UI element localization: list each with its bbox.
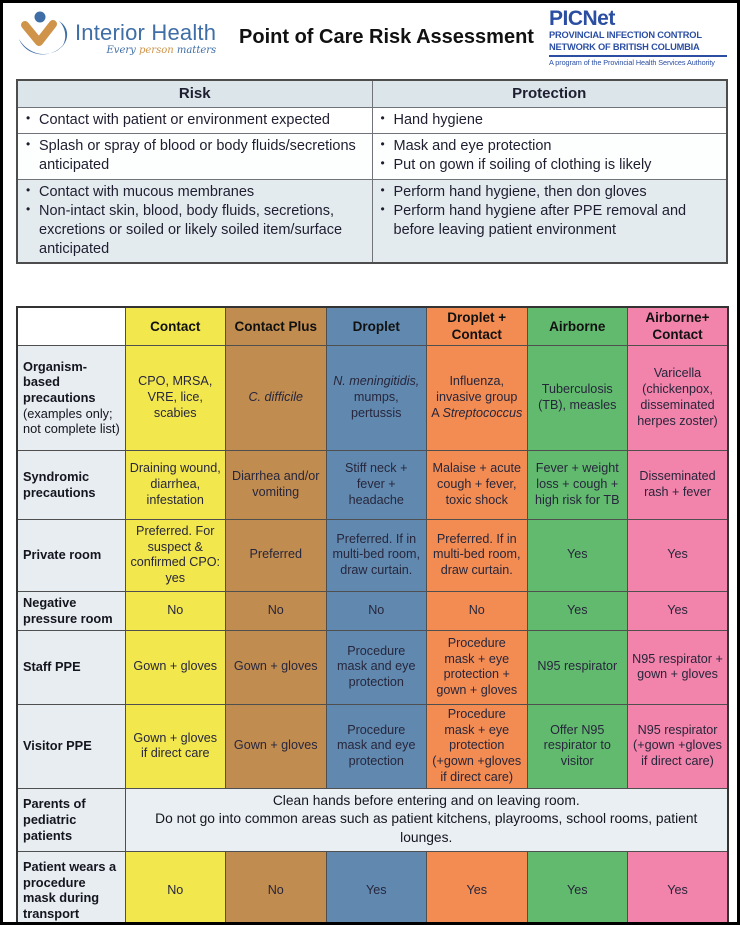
row-visitor-ppe [17,704,728,788]
cell-private-airborne-contact: Yes [628,519,729,591]
cell-private-droplet-contact: Preferred. If in multi-bed room, draw curtain. [427,519,528,591]
picnet-divider [549,55,727,57]
risk-cell [17,107,372,134]
precaution-matrix-table [16,306,729,925]
cell-transport-airborne-contact: Yes [628,851,729,925]
risk-cell [17,134,372,180]
column-header-droplet: Droplet [326,307,427,345]
cell-negative-contact-plus: No [226,591,327,630]
risk-row-splash [17,134,727,180]
row-negative-pressure [17,591,728,630]
cell-negative-droplet: No [326,591,427,630]
protection-cell [372,107,727,134]
parents-instruction-line1: Clean hands before entering and on leaving room. [272,792,580,808]
column-header-airborne-contact: Airborne+ Contact [628,307,729,345]
protection-cell [372,134,727,180]
protection-item: • Put on gown if soiling of clothing is likely [379,156,721,175]
cell-visitor-contact-plus: Gown + gloves [226,704,327,788]
cell-visitor-airborne: Offer N95 respirator to visitor [527,704,628,788]
risk-item: • Non-intact skin, blood, body fluids, secretions, excretions or soiled or likely soiled item/surface anticipated [24,202,366,259]
row-syndromic-precautions [17,450,728,519]
row-label-private-room: Private room [17,519,125,591]
risk-row-mucous [17,180,727,264]
cell-transport-airborne: Yes [527,851,628,925]
protection-item: • Perform hand hygiene, then don gloves [379,183,721,202]
cell-private-contact-plus: Preferred [226,519,327,591]
cell-organism-airborne: Tuberculosis (TB), measles [527,345,628,450]
cell-staff-airborne-contact: N95 respirator + gown + gloves [628,630,729,704]
column-header-contact-plus: Contact Plus [226,307,327,345]
column-header-airborne: Airborne [527,307,628,345]
picnet-tagline: A program of the Provincial Health Services Authority [549,57,715,67]
cell-syndromic-airborne: Fever + weight loss + cough + high risk for TB [527,450,628,519]
protection-cell [372,180,727,264]
cell-syndromic-airborne-contact: Disseminated rash + fever [628,450,729,519]
row-organism-precautions [17,345,728,450]
cell-negative-airborne: Yes [527,591,628,630]
interior-health-wordmark [75,20,216,56]
cell-visitor-contact: Gown + gloves if direct care [125,704,226,788]
row-label-visitor-ppe: Visitor PPE [17,704,125,788]
cell-visitor-droplet: Procedure mask and eye protection [326,704,427,788]
interior-health-name: Interior Health [75,19,217,45]
row-label-organism-note: (examples only; not complete list) [23,405,120,437]
row-staff-ppe [17,630,728,704]
row-label-transport-mask: Patient wears a procedure mask during transport [17,851,125,925]
column-header-droplet-contact: Droplet + Contact [427,307,528,345]
cell-private-droplet: Preferred. If in multi-bed room, draw curtain. [326,519,427,591]
picnet-logo [549,8,727,66]
picnet-wordmark: PICNet [549,7,615,31]
protection-item: • Hand hygiene [379,111,721,130]
cell-visitor-airborne-contact: N95 respirator (+gown +gloves if direct care) [628,704,729,788]
parents-instruction-line2: Do not go into common areas such as patient kitchens, playrooms, school rooms, patient lounges. [155,811,698,846]
cell-transport-droplet-contact: Yes [427,851,528,925]
risk-item: • Contact with mucous membranes [24,183,366,202]
risk-row-contact [17,107,727,134]
row-parents-pediatric [17,788,728,851]
cell-negative-airborne-contact: Yes [628,591,729,630]
picnet-subtitle-line2: NETWORK OF BRITISH COLUMBIA [549,42,700,52]
row-label-syndromic: Syndromic precautions [17,450,125,519]
cell-visitor-droplet-contact: Procedure mask + eye protection (+gown +gloves if direct care) [427,704,528,788]
matrix-corner-cell [17,307,125,345]
row-private-room [17,519,728,591]
cell-organism-droplet: N. meningitidis, mumps, pertussis [326,345,427,450]
cell-staff-droplet-contact: Procedure mask + eye protection + gown + gloves [427,630,528,704]
risk-protection-table [16,79,728,264]
page-title: Point of Care Risk Assessment [239,26,534,48]
cell-staff-droplet: Procedure mask and eye protection [326,630,427,704]
cell-organism-airborne-contact: Varicella (chickenpox, disseminated herpes zoster) [628,345,729,450]
risk-cell [17,180,372,264]
cell-syndromic-droplet-contact: Malaise + acute cough + fever, toxic shock [427,450,528,519]
risk-item: • Splash or spray of blood or body fluids/secretions anticipated [24,137,366,175]
cell-transport-contact-plus: No [226,851,327,925]
protection-item: • Perform hand hygiene after PPE removal and before leaving patient environment [379,202,721,240]
cell-transport-contact: No [125,851,226,925]
cell-syndromic-contact-plus: Diarrhea and/or vomiting [226,450,327,519]
risk-item: • Contact with patient or environment expected [24,111,366,130]
cell-organism-contact-plus: C. difficile [226,345,327,450]
risk-table-header-row [17,80,727,107]
matrix-header-row [17,307,728,345]
interior-health-figure-icon [15,9,71,66]
cell-parents-instructions [125,788,728,851]
row-label-parents: Parents of pediatric patients [17,788,125,851]
row-label-negative-pressure: Negative pressure room [17,591,125,630]
interior-health-tagline: Every person matters [106,44,217,56]
row-label-staff-ppe: Staff PPE [17,630,125,704]
picnet-subtitle-line1: PROVINCIAL INFECTION CONTROL [549,30,702,41]
cell-staff-airborne: N95 respirator [527,630,628,704]
row-transport-mask [17,851,728,925]
cell-private-contact: Preferred. For suspect & confirmed CPO: yes [125,519,226,591]
interior-health-logo [15,9,230,66]
row-label-organism: Organism-based precautions (examples only; not complete list) [17,345,125,450]
protection-item: • Mask and eye protection [379,137,721,156]
cell-negative-contact: No [125,591,226,630]
cell-syndromic-droplet: Stiff neck + fever + headache [326,450,427,519]
cell-organism-droplet-contact: Influenza, invasive group A Streptococcus [427,345,528,450]
document-header [3,3,737,67]
cell-syndromic-contact: Draining wound, diarrhea, infestation [125,450,226,519]
column-header-contact: Contact [125,307,226,345]
cell-transport-droplet: Yes [326,851,427,925]
cell-organism-contact: CPO, MRSA, VRE, lice, scabies [125,345,226,450]
cell-staff-contact-plus: Gown + gloves [226,630,327,704]
protection-column-header: Protection [372,80,727,107]
cell-private-airborne: Yes [527,519,628,591]
cell-staff-contact: Gown + gloves [125,630,226,704]
cell-negative-droplet-contact: No [427,591,528,630]
risk-column-header: Risk [17,80,372,107]
